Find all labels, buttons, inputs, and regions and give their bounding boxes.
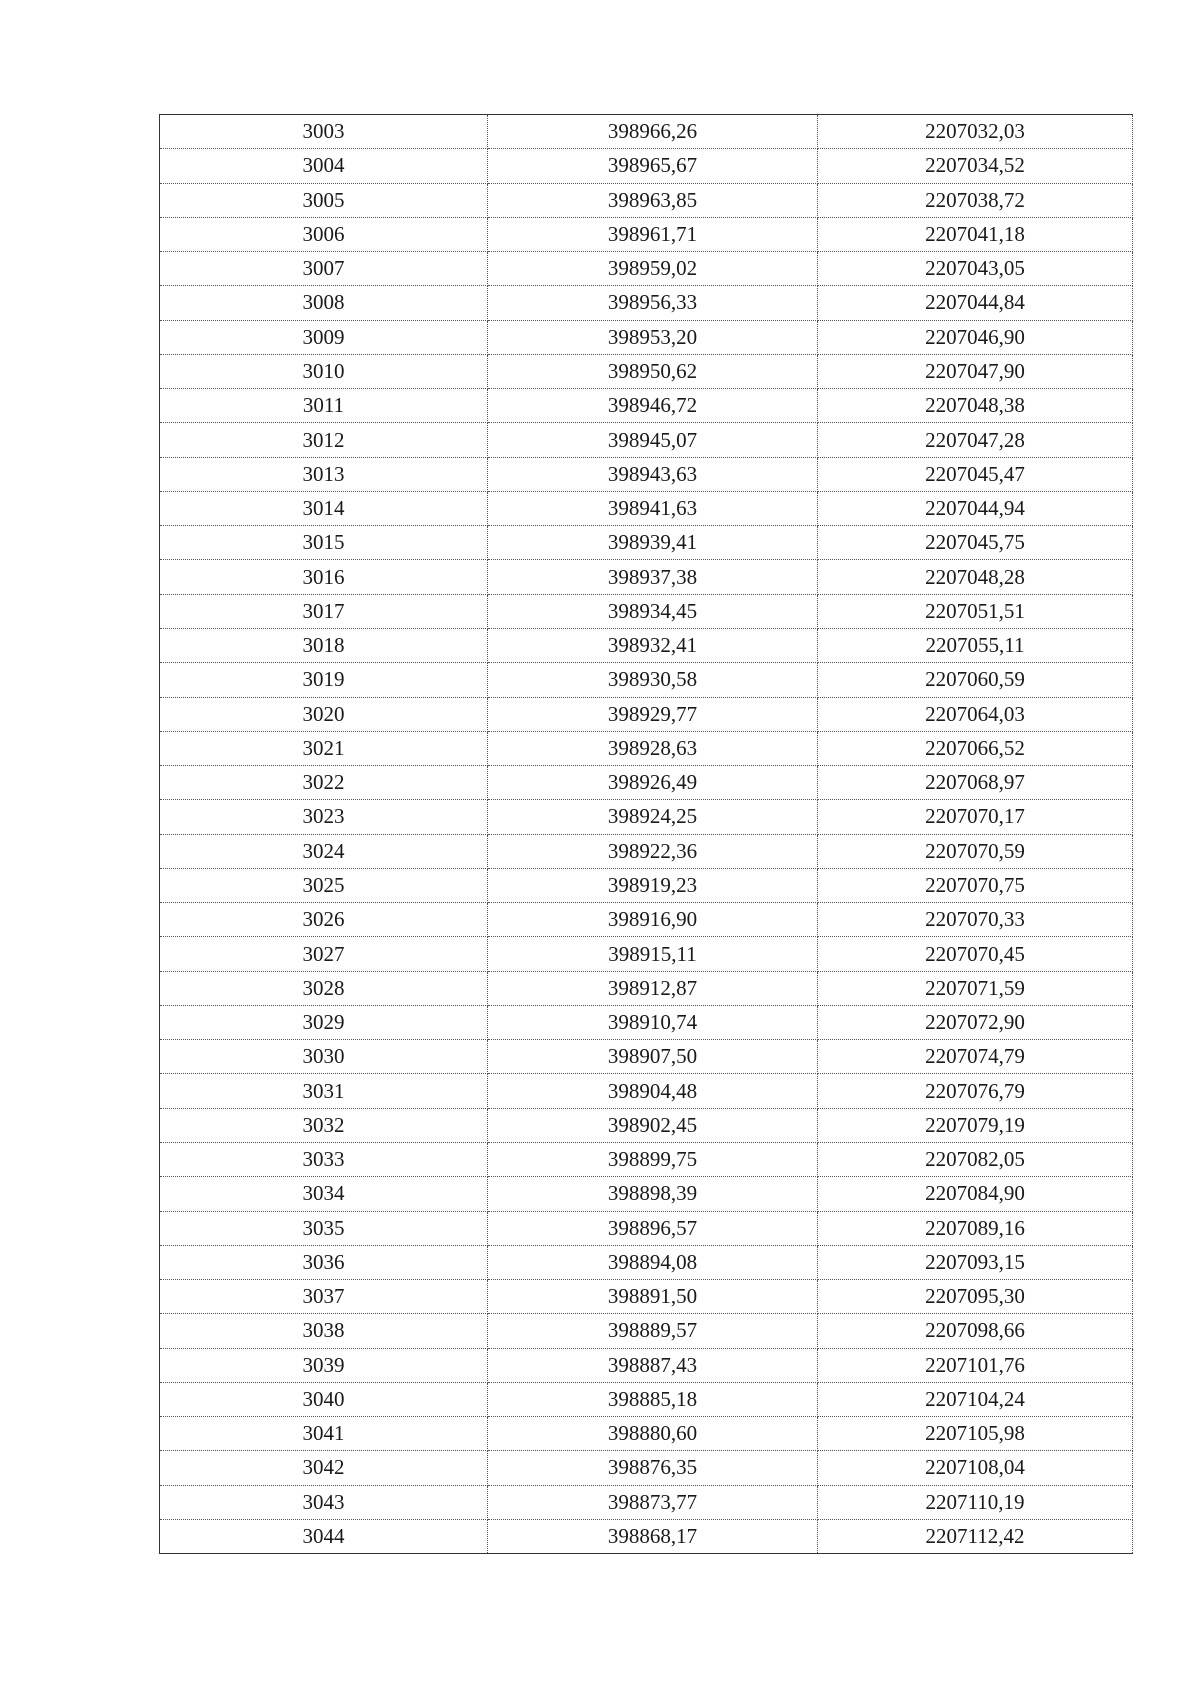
- point-number-cell: 3043: [160, 1485, 488, 1519]
- table-row: [160, 526, 1133, 560]
- y-coordinate-cell: 2207048,38: [818, 389, 1133, 423]
- y-coordinate-cell: 2207070,17: [818, 800, 1133, 834]
- table-row: [160, 1074, 1133, 1108]
- point-number-cell: 3005: [160, 183, 488, 217]
- table-row: [160, 1211, 1133, 1245]
- table-row: [160, 663, 1133, 697]
- table-row: [160, 1519, 1133, 1553]
- x-coordinate-cell: 398885,18: [488, 1382, 818, 1416]
- y-coordinate-cell: 2207044,94: [818, 491, 1133, 525]
- point-number-cell: 3018: [160, 628, 488, 662]
- y-coordinate-cell: 2207072,90: [818, 1005, 1133, 1039]
- table-row: [160, 868, 1133, 902]
- y-coordinate-cell: 2207066,52: [818, 731, 1133, 765]
- x-coordinate-cell: 398953,20: [488, 320, 818, 354]
- y-coordinate-cell: 2207045,47: [818, 457, 1133, 491]
- point-number-cell: 3035: [160, 1211, 488, 1245]
- x-coordinate-cell: 398876,35: [488, 1451, 818, 1485]
- x-coordinate-cell: 398929,77: [488, 697, 818, 731]
- y-coordinate-cell: 2207032,03: [818, 115, 1133, 149]
- point-number-cell: 3012: [160, 423, 488, 457]
- y-coordinate-cell: 2207070,59: [818, 834, 1133, 868]
- table-row: [160, 903, 1133, 937]
- y-coordinate-cell: 2207048,28: [818, 560, 1133, 594]
- point-number-cell: 3039: [160, 1348, 488, 1382]
- y-coordinate-cell: 2207105,98: [818, 1417, 1133, 1451]
- point-number-cell: 3040: [160, 1382, 488, 1416]
- x-coordinate-cell: 398894,08: [488, 1245, 818, 1279]
- point-number-cell: 3033: [160, 1142, 488, 1176]
- table-row: [160, 1005, 1133, 1039]
- table-row: [160, 1040, 1133, 1074]
- y-coordinate-cell: 2207055,11: [818, 628, 1133, 662]
- table-row: [160, 286, 1133, 320]
- table-row: [160, 594, 1133, 628]
- y-coordinate-cell: 2207071,59: [818, 971, 1133, 1005]
- y-coordinate-cell: 2207041,18: [818, 217, 1133, 251]
- x-coordinate-cell: 398946,72: [488, 389, 818, 423]
- x-coordinate-cell: 398950,62: [488, 354, 818, 388]
- table-row: [160, 834, 1133, 868]
- point-number-cell: 3029: [160, 1005, 488, 1039]
- x-coordinate-cell: 398934,45: [488, 594, 818, 628]
- coordinates-table-body: [160, 115, 1133, 1554]
- point-number-cell: 3015: [160, 526, 488, 560]
- x-coordinate-cell: 398912,87: [488, 971, 818, 1005]
- x-coordinate-cell: 398880,60: [488, 1417, 818, 1451]
- point-number-cell: 3032: [160, 1108, 488, 1142]
- x-coordinate-cell: 398965,67: [488, 149, 818, 183]
- x-coordinate-cell: 398873,77: [488, 1485, 818, 1519]
- table-row: [160, 491, 1133, 525]
- x-coordinate-cell: 398939,41: [488, 526, 818, 560]
- point-number-cell: 3028: [160, 971, 488, 1005]
- y-coordinate-cell: 2207082,05: [818, 1142, 1133, 1176]
- y-coordinate-cell: 2207112,42: [818, 1519, 1133, 1553]
- y-coordinate-cell: 2207108,04: [818, 1451, 1133, 1485]
- coordinates-table: [159, 114, 1133, 1554]
- x-coordinate-cell: 398889,57: [488, 1314, 818, 1348]
- x-coordinate-cell: 398887,43: [488, 1348, 818, 1382]
- table-row: [160, 971, 1133, 1005]
- point-number-cell: 3010: [160, 354, 488, 388]
- y-coordinate-cell: 2207070,75: [818, 868, 1133, 902]
- y-coordinate-cell: 2207104,24: [818, 1382, 1133, 1416]
- x-coordinate-cell: 398902,45: [488, 1108, 818, 1142]
- table-row: [160, 628, 1133, 662]
- y-coordinate-cell: 2207101,76: [818, 1348, 1133, 1382]
- table-row: [160, 183, 1133, 217]
- x-coordinate-cell: 398928,63: [488, 731, 818, 765]
- x-coordinate-cell: 398922,36: [488, 834, 818, 868]
- point-number-cell: 3042: [160, 1451, 488, 1485]
- table-row: [160, 1348, 1133, 1382]
- point-number-cell: 3017: [160, 594, 488, 628]
- y-coordinate-cell: 2207043,05: [818, 252, 1133, 286]
- point-number-cell: 3023: [160, 800, 488, 834]
- point-number-cell: 3020: [160, 697, 488, 731]
- y-coordinate-cell: 2207038,72: [818, 183, 1133, 217]
- x-coordinate-cell: 398937,38: [488, 560, 818, 594]
- x-coordinate-cell: 398943,63: [488, 457, 818, 491]
- x-coordinate-cell: 398868,17: [488, 1519, 818, 1553]
- point-number-cell: 3025: [160, 868, 488, 902]
- x-coordinate-cell: 398930,58: [488, 663, 818, 697]
- y-coordinate-cell: 2207095,30: [818, 1280, 1133, 1314]
- point-number-cell: 3019: [160, 663, 488, 697]
- point-number-cell: 3014: [160, 491, 488, 525]
- x-coordinate-cell: 398926,49: [488, 766, 818, 800]
- point-number-cell: 3022: [160, 766, 488, 800]
- y-coordinate-cell: 2207070,45: [818, 937, 1133, 971]
- table-row: [160, 149, 1133, 183]
- x-coordinate-cell: 398932,41: [488, 628, 818, 662]
- table-row: [160, 1280, 1133, 1314]
- x-coordinate-cell: 398924,25: [488, 800, 818, 834]
- table-row: [160, 1108, 1133, 1142]
- y-coordinate-cell: 2207110,19: [818, 1485, 1133, 1519]
- x-coordinate-cell: 398898,39: [488, 1177, 818, 1211]
- x-coordinate-cell: 398891,50: [488, 1280, 818, 1314]
- y-coordinate-cell: 2207074,79: [818, 1040, 1133, 1074]
- point-number-cell: 3013: [160, 457, 488, 491]
- y-coordinate-cell: 2207079,19: [818, 1108, 1133, 1142]
- x-coordinate-cell: 398963,85: [488, 183, 818, 217]
- table-row: [160, 766, 1133, 800]
- x-coordinate-cell: 398916,90: [488, 903, 818, 937]
- table-row: [160, 1485, 1133, 1519]
- table-row: [160, 115, 1133, 149]
- x-coordinate-cell: 398904,48: [488, 1074, 818, 1108]
- point-number-cell: 3036: [160, 1245, 488, 1279]
- x-coordinate-cell: 398899,75: [488, 1142, 818, 1176]
- table-row: [160, 697, 1133, 731]
- table-row: [160, 354, 1133, 388]
- point-number-cell: 3009: [160, 320, 488, 354]
- y-coordinate-cell: 2207064,03: [818, 697, 1133, 731]
- table-row: [160, 423, 1133, 457]
- table-row: [160, 389, 1133, 423]
- y-coordinate-cell: 2207051,51: [818, 594, 1133, 628]
- table-row: [160, 937, 1133, 971]
- table-row: [160, 1382, 1133, 1416]
- table-row: [160, 731, 1133, 765]
- point-number-cell: 3034: [160, 1177, 488, 1211]
- y-coordinate-cell: 2207046,90: [818, 320, 1133, 354]
- point-number-cell: 3004: [160, 149, 488, 183]
- y-coordinate-cell: 2207047,90: [818, 354, 1133, 388]
- point-number-cell: 3031: [160, 1074, 488, 1108]
- y-coordinate-cell: 2207047,28: [818, 423, 1133, 457]
- y-coordinate-cell: 2207093,15: [818, 1245, 1133, 1279]
- point-number-cell: 3026: [160, 903, 488, 937]
- x-coordinate-cell: 398915,11: [488, 937, 818, 971]
- y-coordinate-cell: 2207070,33: [818, 903, 1133, 937]
- point-number-cell: 3041: [160, 1417, 488, 1451]
- table-row: [160, 1177, 1133, 1211]
- x-coordinate-cell: 398910,74: [488, 1005, 818, 1039]
- x-coordinate-cell: 398959,02: [488, 252, 818, 286]
- x-coordinate-cell: 398896,57: [488, 1211, 818, 1245]
- table-row: [160, 1314, 1133, 1348]
- table-row: [160, 217, 1133, 251]
- point-number-cell: 3024: [160, 834, 488, 868]
- x-coordinate-cell: 398907,50: [488, 1040, 818, 1074]
- table-row: [160, 457, 1133, 491]
- table-row: [160, 1142, 1133, 1176]
- x-coordinate-cell: 398966,26: [488, 115, 818, 149]
- point-number-cell: 3011: [160, 389, 488, 423]
- y-coordinate-cell: 2207098,66: [818, 1314, 1133, 1348]
- x-coordinate-cell: 398919,23: [488, 868, 818, 902]
- point-number-cell: 3037: [160, 1280, 488, 1314]
- x-coordinate-cell: 398945,07: [488, 423, 818, 457]
- table-row: [160, 1417, 1133, 1451]
- point-number-cell: 3030: [160, 1040, 488, 1074]
- y-coordinate-cell: 2207044,84: [818, 286, 1133, 320]
- y-coordinate-cell: 2207045,75: [818, 526, 1133, 560]
- point-number-cell: 3008: [160, 286, 488, 320]
- table-row: [160, 800, 1133, 834]
- y-coordinate-cell: 2207034,52: [818, 149, 1133, 183]
- y-coordinate-cell: 2207084,90: [818, 1177, 1133, 1211]
- point-number-cell: 3027: [160, 937, 488, 971]
- y-coordinate-cell: 2207076,79: [818, 1074, 1133, 1108]
- table-row: [160, 1451, 1133, 1485]
- table-row: [160, 320, 1133, 354]
- point-number-cell: 3006: [160, 217, 488, 251]
- x-coordinate-cell: 398956,33: [488, 286, 818, 320]
- point-number-cell: 3016: [160, 560, 488, 594]
- point-number-cell: 3021: [160, 731, 488, 765]
- point-number-cell: 3003: [160, 115, 488, 149]
- table-row: [160, 560, 1133, 594]
- table-row: [160, 252, 1133, 286]
- y-coordinate-cell: 2207089,16: [818, 1211, 1133, 1245]
- point-number-cell: 3044: [160, 1519, 488, 1553]
- point-number-cell: 3038: [160, 1314, 488, 1348]
- table-row: [160, 1245, 1133, 1279]
- point-number-cell: 3007: [160, 252, 488, 286]
- y-coordinate-cell: 2207068,97: [818, 766, 1133, 800]
- y-coordinate-cell: 2207060,59: [818, 663, 1133, 697]
- x-coordinate-cell: 398941,63: [488, 491, 818, 525]
- x-coordinate-cell: 398961,71: [488, 217, 818, 251]
